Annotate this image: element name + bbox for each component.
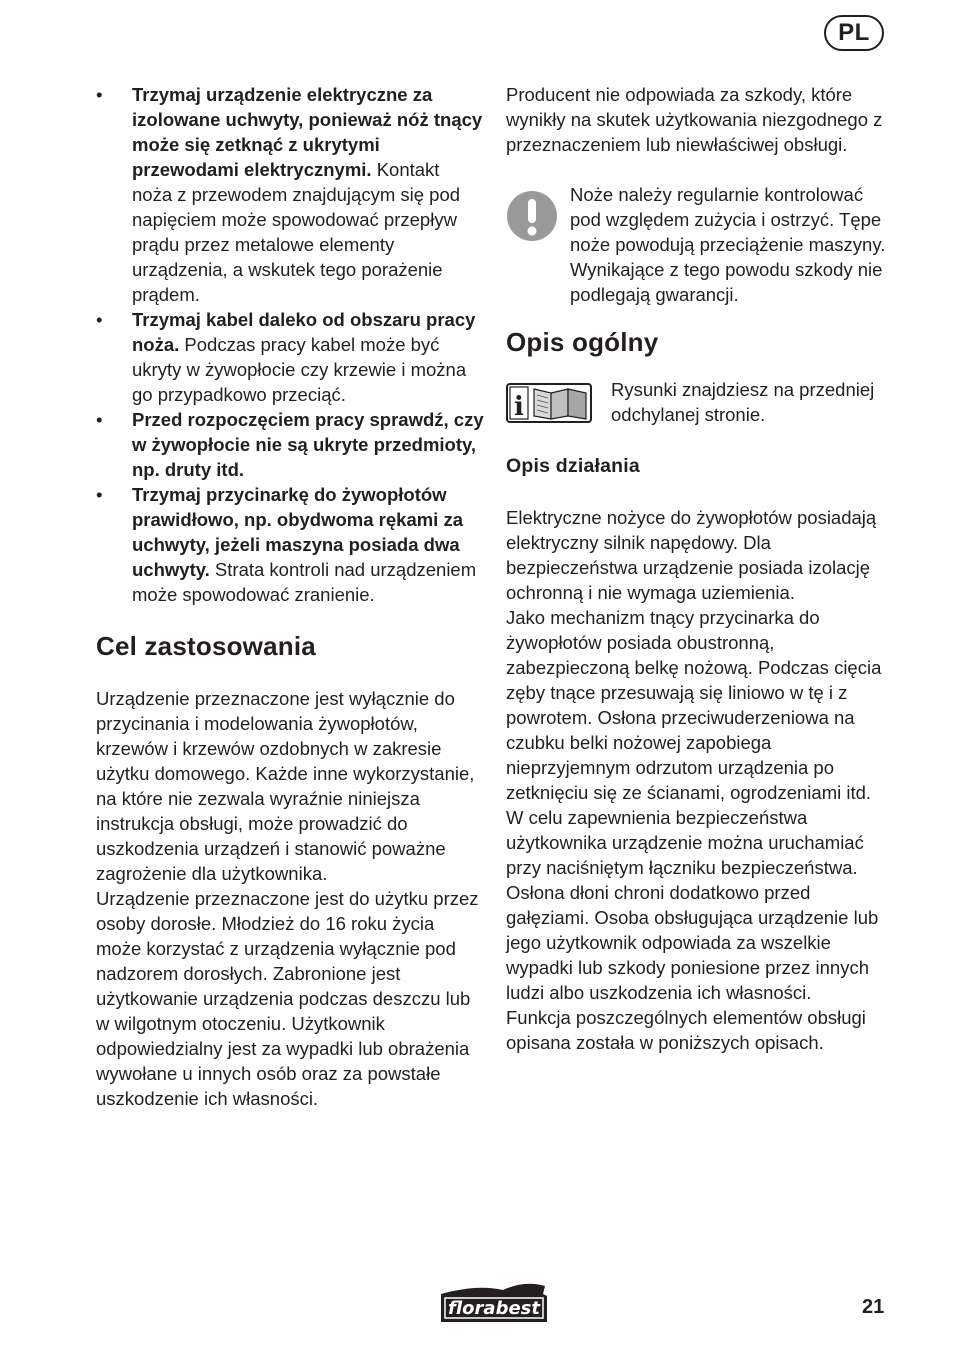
intended-use-paragraph: Urządzenie przeznaczone jest wyłącznie do przycinania i modelowania żywopłotów, krzewów i krzewów ozdobnych w zakresie użytku domowego. Każde inne wykorzystanie, na które nie zezwala wyraźnie niniejsza instrukcja obsługi, może prowadzić do uszkodzenia urządzeń i stanowić poważne zagrożenie dla użytkownika.: [96, 688, 475, 884]
bullet-dot-icon: •: [96, 484, 103, 505]
svg-text:i: i: [514, 392, 524, 422]
safety-bullet-list: [96, 82, 484, 607]
bullet-dot-icon: •: [96, 84, 103, 105]
info-text: Rysunki znajdziesz na przedniej odchylanej stronie.: [611, 379, 875, 425]
section-title-general-description: Opis ogólny: [506, 327, 659, 357]
bullet-dot-icon: •: [96, 409, 103, 430]
bullet-item: [96, 82, 484, 307]
function-paragraph: Jako mechanizm tnący przycinarka do żywopłotów posiada obustronną, zabezpieczoną belkę nożową. Podczas cięcia zęby tnące przesuwają się liniowo w tę i z powrotem. Osłona przeciwuderzeniowa na czubku belki nożowej zapobiega nieprzyjemnym odrzutom urządzenia po zetknięciu się ze ścianami, ogrodzeniami itd.: [506, 607, 882, 803]
bullet-text: Podczas pracy kabel może być ukryty w żywopłocie czy krzewie i można go przypadkowo przeciąć.: [132, 334, 467, 405]
language-badge: PL: [824, 15, 884, 51]
bullet-dot-icon: •: [96, 309, 103, 330]
page-number: 21: [862, 1296, 885, 1318]
bullet-text: Strata kontroli nad urządzeniem może spowodować zranienie.: [132, 559, 477, 605]
bullet-bold-text: Trzymaj kabel daleko od obszaru pracy noża.: [132, 309, 476, 355]
logo-text: florabest: [448, 1298, 540, 1319]
function-paragraph: Funkcja poszczególnych elementów obsługi opisana została w poniższych opisach.: [506, 1007, 866, 1053]
info-note: [506, 377, 898, 427]
section-title-intended-use: Cel zastosowania: [96, 631, 316, 661]
bullet-text: Kontakt noża z przewodem znajdującym się pod napięciem może spowodować przepływ prądu przez metalowe elementy urządzenia, a wskutek tego porażenie prądem.: [132, 159, 461, 305]
right-column: [506, 82, 898, 1055]
left-column: [96, 82, 484, 1111]
intended-use-paragraph: Urządzenie przeznaczone jest do użytku przez osoby dorosłe. Młodzież do 16 roku życia może korzystać z urządzenia wyłącznie pod nadzorem dorosłych. Zabronione jest użytkowanie urządzenia podczas deszczu lub w wilgotnym otoczeniu. Użytkownik odpowiedzialny jest za wypadki lub obrażenia wywołane u innych osób oraz za powstałe uszkodzenie ich własności.: [96, 888, 479, 1109]
exclamation-icon: [506, 190, 558, 242]
warning-text: Noże należy regularnie kontrolować pod względem zużycia i ostrzyć. Tępe noże powodują przeciążenie maszyny. Wynikające z tego powodu szkody nie podlegają gwarancji.: [570, 184, 886, 305]
function-paragraph: Elektryczne nożyce do żywopłotów posiadają elektryczny silnik napędowy. Dla bezpieczeństwa urządzenie posiada izolację ochronną i nie wymaga uziemienia.: [506, 507, 877, 603]
bullet-item: [96, 407, 484, 482]
function-paragraph: W celu zapewnienia bezpieczeństwa użytkownika urządzenie można uruchamiać przy naciśniętym łączniku bezpieczeństwa. Osłona dłoni chroni dodatkowo przed gałęziami. Osoba obsługująca urządzenie lub jego użytkownik odpowiada za wszelkie wypadki lub szkody poniesione przez innych ludzi albo uszkodzenia ich własności.: [506, 807, 879, 1003]
florabest-logo: [437, 1282, 551, 1326]
info-manual-icon: [506, 383, 592, 423]
bullet-bold-text: Trzymaj urządzenie elektryczne za izolowane uchwyty, ponieważ nóż tnący może się zetknąć z ukrytymi przewodami elektrycznymi.: [132, 84, 483, 180]
liability-paragraph: Producent nie odpowiada za szkody, które wynikły na skutek użytkowania niezgodnego z przeznaczeniem lub niewłaściwej obsługi.: [506, 84, 883, 155]
bullet-bold-text: Przed rozpoczęciem pracy sprawdź, czy w żywopłocie nie są ukryte przedmioty, np. druty itd.: [132, 409, 484, 480]
subsection-title-function: Opis działania: [506, 455, 640, 477]
bullet-bold-text: Trzymaj przycinarkę do żywopłotów prawidłowo, np. obydwoma rękami za uchwyty, jeżeli maszyna posiada dwa uchwyty.: [132, 484, 464, 580]
warning-note: [506, 182, 898, 307]
bullet-item: [96, 482, 484, 607]
bullet-item: [96, 307, 484, 407]
